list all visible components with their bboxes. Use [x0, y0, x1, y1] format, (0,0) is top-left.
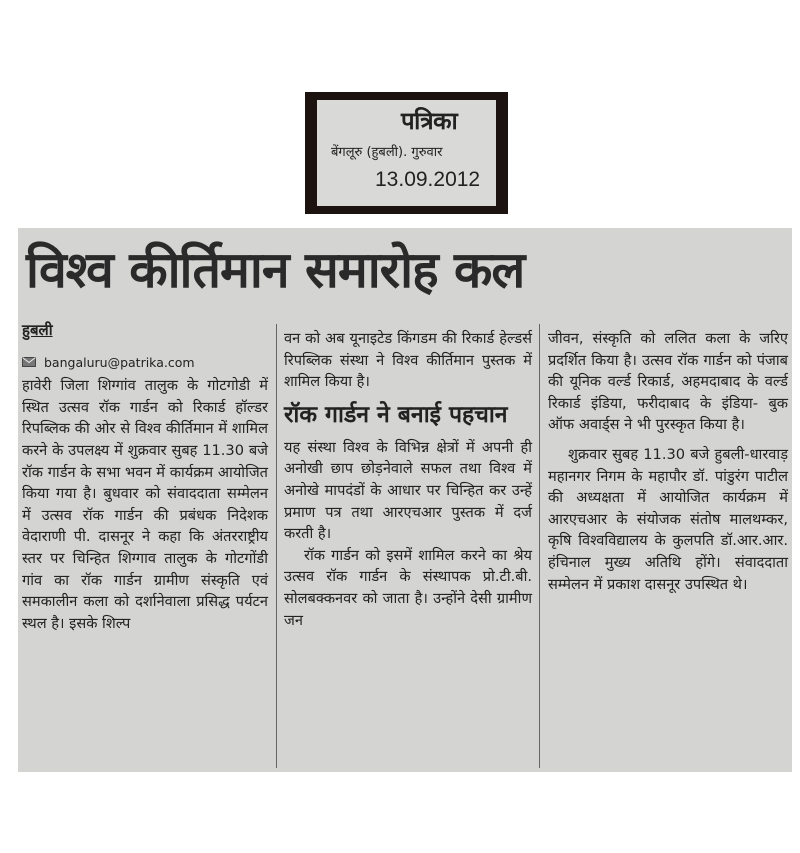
byline-email: bangaluru@patrika.com	[44, 354, 195, 370]
paragraph: हावेरी जिला शिग्गांव तालुक के गोटगोडी में स्थित उत्सव रॉक गार्डन को रिकार्ड हॉल्डर रिपब्लिक की ओर से विश्व कीर्तिमान में शामिल करने के उपलक्ष्य में शुक्रवार सुबह 11.30 बजे रॉक गार्डन के सभा भवन में कार्यक्रम आयोजित किया गया है। बुधवार को संवाददाता सम्मेलन में उत्सव रॉक गार्डन की प्रबंधक निदेशक वेदाराणी पी. दासनूर ने कहा कि अंतरराष्ट्रीय स्तर पर चिन्हित शिग्गाव तालुक के गोटगोंडी गांव का रॉक गार्डन ग्रामीण संस्कृति एवं समकालीन कला को दर्शानेवाला प्रसिद्ध पर्यटन स्थल है। इसके शिल्प	[22, 377, 268, 632]
column-divider	[276, 324, 277, 768]
article-column-1	[22, 320, 268, 634]
paragraph: वन को अब यूनाइटेड किंगडम की रिकार्ड हेल्डर्स रिपब्लिक संस्था ने विश्व कीर्तिमान पुस्तक में शामिल किया है।	[284, 330, 532, 391]
mail-icon	[22, 357, 36, 367]
news-clipping	[18, 228, 792, 772]
article-column-2	[284, 328, 532, 631]
publication-date: 13.09.2012	[375, 168, 481, 191]
byline-email-row	[22, 352, 268, 374]
dateline-place: हुबली	[22, 321, 53, 339]
edition-line: बेंगलूरु (हुबली). गुरुवार	[331, 145, 443, 160]
newspaper-name: पत्रिका	[401, 107, 458, 135]
article-column-3	[548, 328, 788, 595]
headline: विश्व कीर्तिमान समारोह कल	[26, 241, 525, 299]
subheading: रॉक गार्डन ने बनाई पहचान	[284, 401, 508, 428]
paragraph: रॉक गार्डन को इसमें शामिल करने का श्रेय उत्सव रॉक गार्डन के संस्थापक प्रो.टी.बी. सोलबक्कनवर को जाता है। उन्होंने देसी ग्रामीण जन	[284, 546, 532, 629]
column-divider	[539, 324, 540, 768]
paragraph: यह संस्था विश्व के विभिन्न क्षेत्रों में अपनी ही अनोखी छाप छोड़नेवाले सफल तथा विश्व में अनोखे मापदंडों के आधार पर चिन्हित कर उन्हें प्रमाण पत्र तथा आरएचआर पुस्तक में दर्ज करती है।	[284, 438, 532, 543]
paragraph: शुक्रवार सुबह 11.30 बजे हुबली-धारवाड़ महानगर निगम के महापौर डॉ. पांडुरंग पाटील की अध्यक्षता में आयोजित कार्यक्रम में आरएचआर के संयोजक संतोष मालथम्कर, कृषि विश्वविद्यालय के कुलपति डॉ.आर.आर. हंचिनाल मुख्य अतिथि होंगे। संवाददाता सम्मेलन में प्रकाश दासनूर उपस्थित थे।	[548, 445, 788, 593]
masthead-panel	[317, 100, 496, 206]
paragraph: जीवन, संस्कृति को ललित कला के जरिए प्रदर्शित किया है। उत्सव रॉक गार्डन को पंजाब की यूनिक वर्ल्ड रिकार्ड, अहमदाबाद के वर्ल्ड रिकार्ड इंडिया, फरीदाबाद के इंडिया- बुक ऑफ अवार्ड्स ने भी पुरस्कृत किया है।	[548, 330, 788, 434]
masthead-box	[305, 92, 508, 214]
